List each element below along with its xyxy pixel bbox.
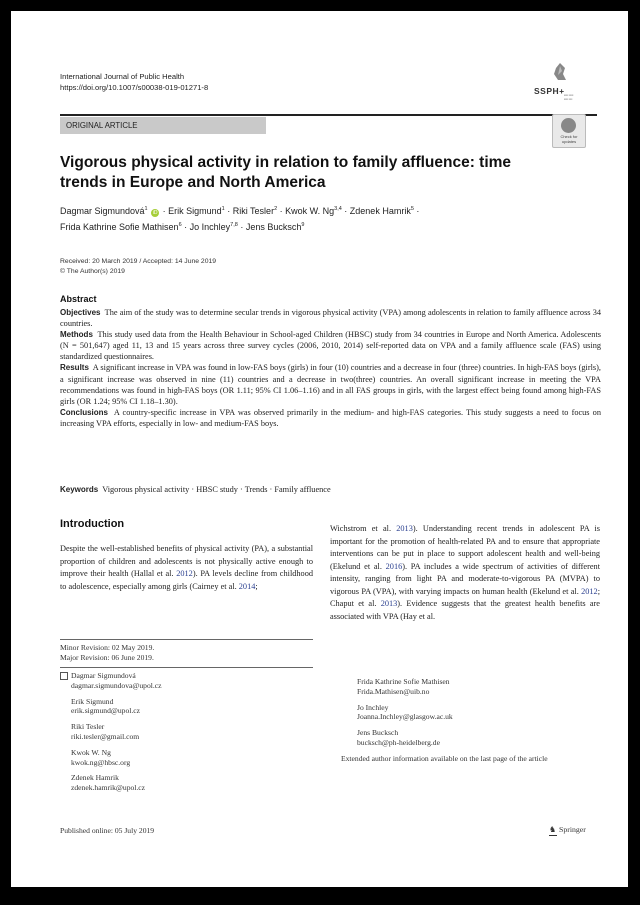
springer-logo <box>549 825 586 836</box>
contact-entry: Zdenek Hamrik zdenek.hamrik@upol.cz <box>71 773 162 793</box>
abstract-heading: Abstract <box>60 294 97 304</box>
contact-entry: Jens Bucksch bucksch@ph-heidelberg.de <box>357 728 453 748</box>
check-for-updates-button[interactable] <box>552 114 586 148</box>
springer-horse-icon: ♞ <box>549 825 557 834</box>
check-updates-label: Check for updates <box>560 134 578 144</box>
check-updates-icon <box>561 118 576 133</box>
published-online-date: Published online: 05 July 2019 <box>60 826 155 835</box>
contacts-right <box>357 677 453 754</box>
article-type-banner: ORIGINAL ARTICLE <box>60 117 266 134</box>
abstract-methods: Methods This study used data from the Health Behaviour in School-aged Children (HBSC) study from 34 countries in Europe and North America. Adolescents (N = 501,647) aged 11, 13 and 15 years across three survey cycles (2006, 2010, 2014) self-reported data on VPA and a family affluence scale (FAS) using standardized questionnaires. <box>60 330 601 362</box>
ssph-logo-text: SSPH+ <box>534 86 565 96</box>
orcid-icon[interactable]: iD <box>152 210 158 216</box>
author[interactable]: Zdenek Hamrik$^5$ <box>349 206 414 216</box>
citation-link[interactable]: 2014 <box>238 581 256 591</box>
author[interactable]: Jens Bucksch$^9$ <box>245 221 305 232</box>
contact-entry: Dagmar Sigmundová dagmar.sigmundova@upol.cz <box>71 671 162 690</box>
keywords-list: Vigorous physical activity · HBSC study · Trends · Family affluence <box>102 485 331 494</box>
major-revision: Major Revision: 06 June 2019. <box>60 653 154 662</box>
citation-link[interactable]: 2012 <box>581 586 598 596</box>
article-title: Vigorous physical activity in relation to family affluence: time trends in Europe and North America <box>60 154 512 191</box>
abstract-objectives: Objectives The aim of the study was to determine secular trends in vigorous physical activity (VPA) among adolescents in relation to family affluence across 34 countries. <box>60 308 601 329</box>
abstract-body <box>60 307 601 429</box>
author[interactable]: Jo Inchley$^{7,8}$ <box>189 221 238 232</box>
contact-entry: Kwok W. Ng kwok.ng@hbsc.org <box>71 748 162 768</box>
ssph-logo-subtext: ▪▪▪▪ ▪▪▪▪ ▪▪▪▪ ▪▪▪ <box>564 93 574 101</box>
article-page <box>11 11 628 887</box>
email-link[interactable]: dagmar.sigmundova@upol.cz <box>71 680 162 690</box>
citation-link[interactable]: 2016 <box>385 561 403 571</box>
contact-entry: Erik Sigmund erik.sigmund@upol.cz <box>71 697 162 717</box>
article-dates <box>60 257 216 277</box>
minor-revision: Minor Revision: 02 May 2019. <box>60 643 155 652</box>
citation-link[interactable]: 2013 <box>380 599 398 608</box>
copyright-notice: © The Author(s) 2019 <box>60 268 125 275</box>
author[interactable]: Erik Sigmund$^1$ <box>168 206 225 216</box>
contact-entry: Frida Kathrine Sofie Mathisen Frida.Mathisen@uib.no <box>357 677 453 697</box>
extended-author-info: Extended author information available on the last page of the article <box>341 754 548 763</box>
contacts-left <box>71 671 162 799</box>
header-rule <box>60 114 597 116</box>
author-list: Dagmar Sigmundová$^1$ iD · Erik Sigmund$^1$ · Riki Tesler$^2$ · Kwok W. Ng$^{3,4}$ · Zdenek Hamrik$^5$ · Frida Kathrine Sofie Mathisen$^6$ · Jo Inchley$^{7,8}$ · Jens Bucksch$^9$ <box>60 206 420 232</box>
ssph-emblem-icon <box>552 63 568 81</box>
author[interactable]: Dagmar Sigmundová$^1$ <box>60 206 148 216</box>
author[interactable]: Kwok W. Ng$^{3,4}$ <box>285 206 342 216</box>
contact-entry: Jo Inchley Joanna.Inchley@glasgow.ac.uk <box>357 702 453 722</box>
footnote-rule <box>60 639 313 640</box>
abstract-conclusions: Conclusions A country-specific increase in VPA was observed primarily in the medium- and high-FAS categories. This study suggests a need to focus on increasing VPA efforts, especially in low- and medium-FAS boys. <box>60 407 601 428</box>
revision-dates <box>60 643 154 663</box>
email-link[interactable]: Frida.Mathisen@uib.no <box>357 686 430 696</box>
journal-header <box>60 71 208 93</box>
contact-entry: Riki Tesler riki.tesler@gmail.com <box>71 722 162 742</box>
keywords-label: Keywords <box>60 485 99 494</box>
author[interactable]: Riki Tesler$^2$ <box>232 206 278 216</box>
email-link[interactable]: zdenek.hamrik@upol.cz <box>71 783 146 793</box>
doi-link[interactable]: https://doi.org/10.1007/s00038-019-01271-8 <box>60 83 209 92</box>
citation-link[interactable]: 2012 <box>176 569 193 578</box>
email-link[interactable]: kwok.ng@hbsc.org <box>71 757 131 767</box>
contacts-rule <box>60 667 313 668</box>
abstract-results: Results A significant increase in VPA was found in low-FAS boys (girls) in four (10) countries and a decrease in four (three) countries. In high-FAS boys (girls), a significant increase was observed in nine (11) countries and a decrease in two(three) countries. An overall significant increase in meeting the VPA recommendations was found in high-FAS boys (OR 1.11; 95% CI 1.06–1.16) and in all FAS groups in girls, with the largest effect being found among high-FAS girls (OR 1.24; 95% CI 1.18–1.30). <box>60 363 601 406</box>
journal-name: International Journal of Public Health <box>60 72 185 81</box>
email-link[interactable]: bucksch@ph-heidelberg.de <box>357 737 440 747</box>
author[interactable]: Frida Kathrine Sofie Mathisen$^6$ <box>60 221 182 232</box>
email-link[interactable]: riki.tesler@gmail.com <box>71 731 140 741</box>
email-link[interactable]: Joanna.Inchley@glasgow.ac.uk <box>357 712 453 722</box>
introduction-column-2: Wichstrom et al. 2013). Understanding recent trends in adolescent PA is important for the promotion of health-related PA and to ensure that appropriate interventions can be put in place to support adolescent health and well-being (Ekelund et al. 2016). PA includes a wide spectrum of activities of different intensity, ranging from light PA and moderate-to-vigorous PA (MVPA) to vigorous PA (VPA), with varying impacts on human health (Ekelund et al. 2012; Chaput et al. 2013). Evidence suggests that the greatest health benefits are associated with VPA (Hay et al. <box>330 524 601 621</box>
keywords <box>60 485 600 494</box>
email-link[interactable]: erik.sigmund@upol.cz <box>71 706 140 716</box>
envelope-icon <box>60 672 68 680</box>
ssph-logo <box>534 63 594 107</box>
introduction-column-1: Despite the well-established benefits of physical activity (PA), a substantial proportion of children and adolescents is not physically active enough to improve their health (Hallal et al. 2012). PA levels decline from childhood to adolescence, especially among girls (Cairney et al. 2014; <box>60 544 313 591</box>
received-accepted-dates: Received: 20 March 2019 / Accepted: 14 June 2019 <box>60 258 217 265</box>
citation-link[interactable]: 2013 <box>396 524 413 533</box>
introduction-heading: Introduction <box>60 518 125 530</box>
springer-logo-text: Springer <box>559 825 586 834</box>
